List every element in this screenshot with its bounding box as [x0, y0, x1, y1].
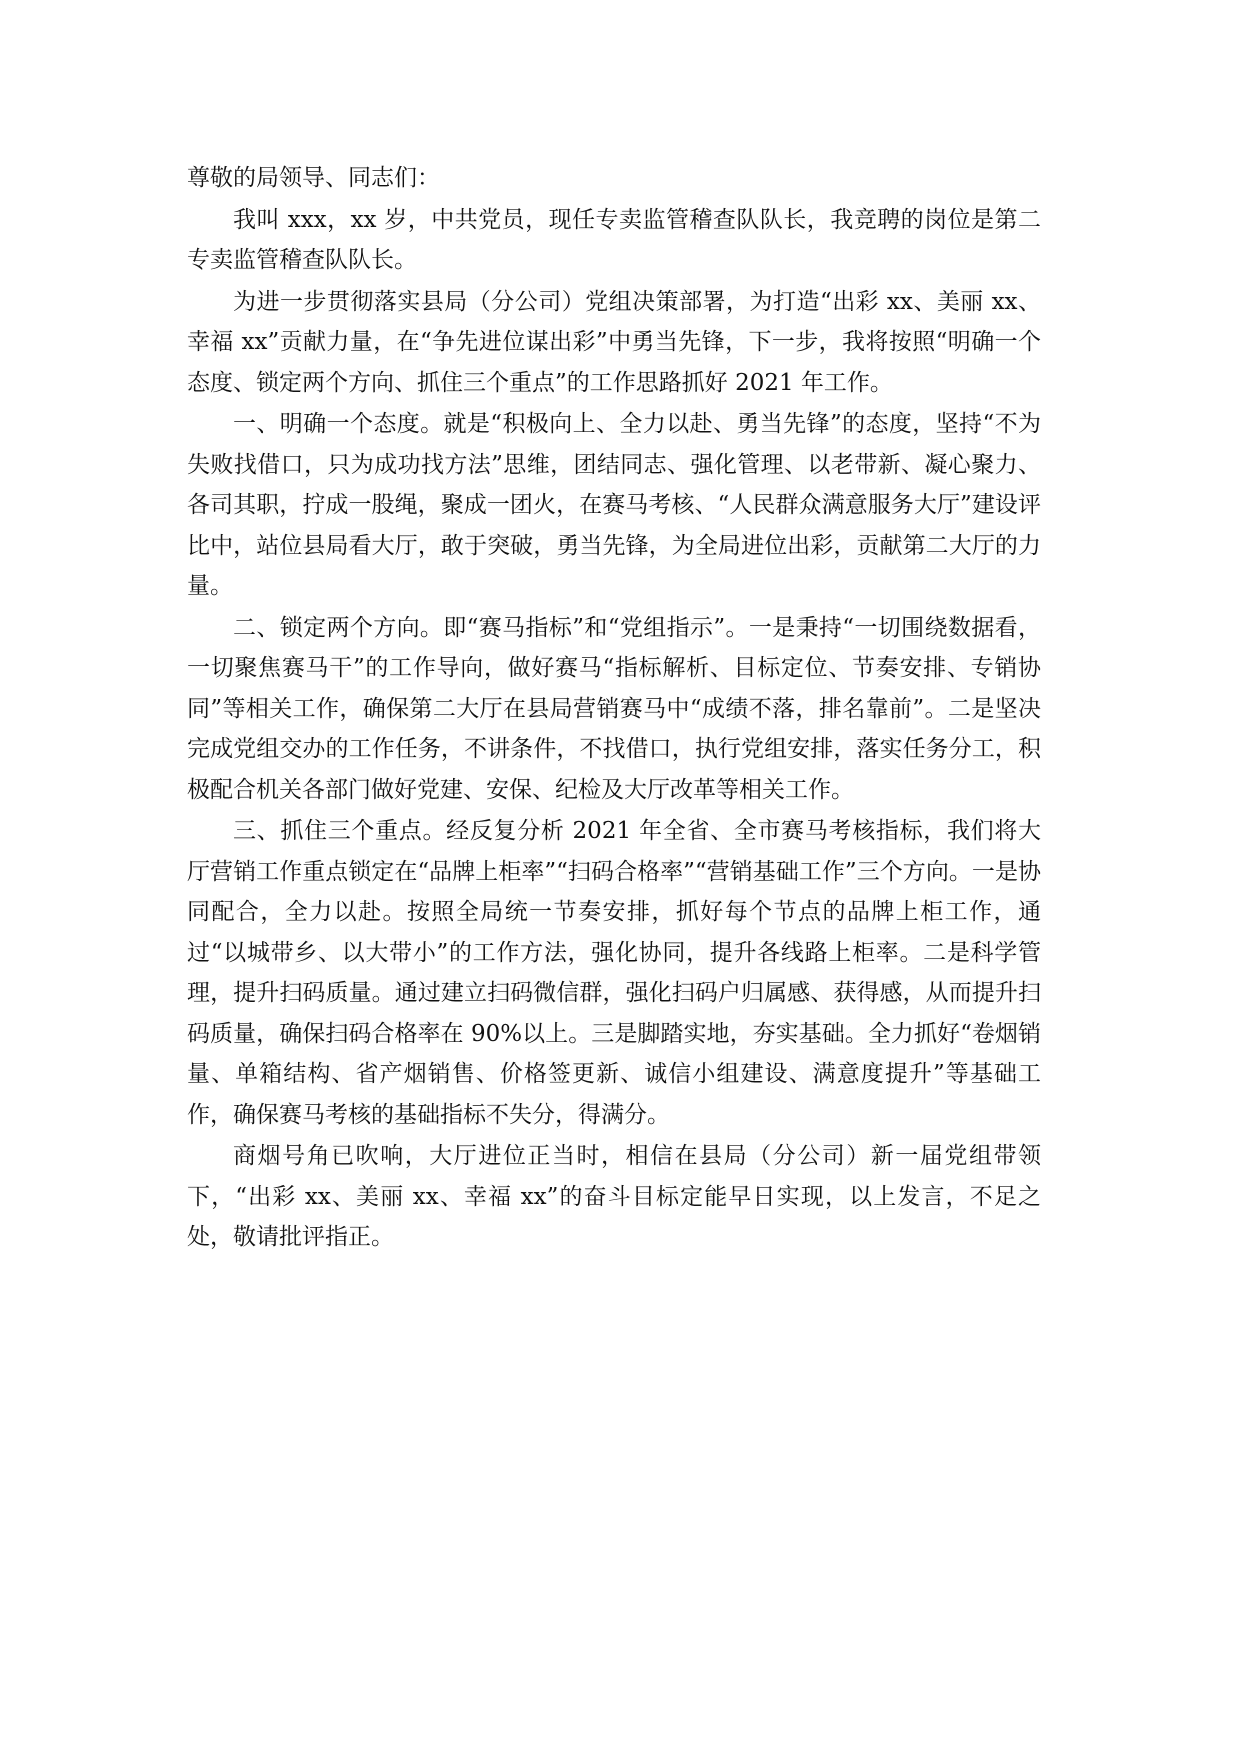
- paragraph-self-introduction: 我叫 xxx，xx 岁，中共党员，现任专卖监管稽查队队长，我竞聘的岗位是第二专卖监管稽查队队长。: [187, 206, 1041, 273]
- greeting: 尊敬的局领导、同志们：: [187, 165, 440, 191]
- paragraph-work-approach: 为进一步贯彻落实县局（分公司）党组决策部署，为打造“出彩 xx、美丽 xx、幸福 xx”贡献力量，在“争先进位谋出彩”中勇当先锋，下一步，我将按照“明确一个态度、锁定两个方向、抓住三个重点”的工作思路抓好 2021 年工作。: [187, 288, 1041, 396]
- document-body: [187, 158, 1041, 1259]
- paragraph-closing: 商烟号角已吹响，大厅进位正当时，相信在县局（分公司）新一届党组带领下，“出彩 xx、美丽 xx、幸福 xx”的奋斗目标定能早日实现，以上发言，不足之处，敬请批评指正。: [187, 1143, 1041, 1250]
- paragraph-attitude: 一、明确一个态度。就是“积极向上、全力以赴、勇当先锋”的态度，坚持“不为失败找借口，只为成功找方法”思维，团结同志、强化管理、以老带新、凝心聚力、各司其职，拧成一股绳，聚成一团火，在赛马考核、“人民群众满意服务大厅”建设评比中，站位县局看大厅，敢于突破，勇当先锋，为全局进位出彩，贡献第二大厅的力量。: [187, 411, 1041, 599]
- paragraph-directions: 二、锁定两个方向。即“赛马指标”和“党组指示”。一是秉持“一切围绕数据看，一切聚焦赛马干”的工作导向，做好赛马“指标解析、目标定位、节奏安排、专销协同”等相关工作，确保第二大厅在县局营销赛马中“成绩不落，排名靠前”。二是坚决完成党组交办的工作任务，不讲条件，不找借口，执行党组安排，落实任务分工，积极配合机关各部门做好党建、安保、纪检及大厅改革等相关工作。: [187, 614, 1041, 803]
- paragraph-key-points: 三、抓住三个重点。经反复分析 2021 年全省、全市赛马考核指标，我们将大厅营销工作重点锁定在“品牌上柜率”“扫码合格率”“营销基础工作”三个方向。一是协同配合，全力以赴。按照全局统一节奏安排，抓好每个节点的品牌上柜工作，通过“以城带乡、以大带小”的工作方法，强化协同，提升各线路上柜率。二是科学管理，提升扫码质量。通过建立扫码微信群，强化扫码户归属感、获得感，从而提升扫码质量，确保扫码合格率在 90%以上。三是脚踏实地，夯实基础。全力抓好“卷烟销量、单箱结构、省产烟销售、价格签更新、诚信小组建设、满意度提升”等基础工作，确保赛马考核的基础指标不失分，得满分。: [187, 818, 1041, 1128]
